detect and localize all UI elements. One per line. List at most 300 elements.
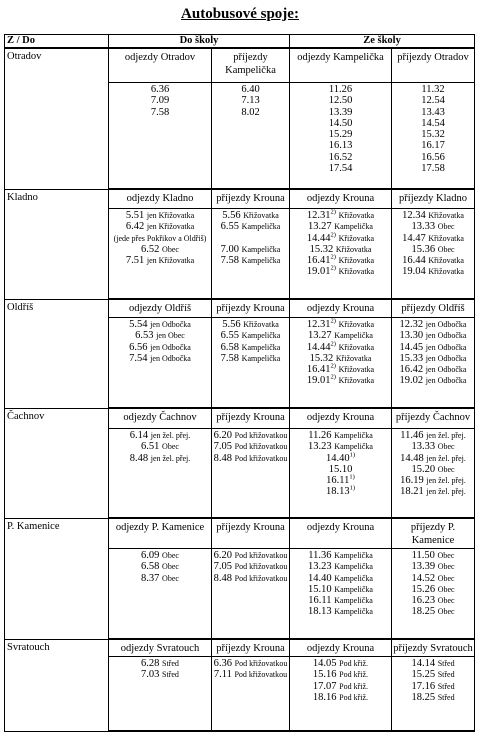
stop-note: jen žel. přej. [426, 431, 466, 440]
time-value: 18.25 [411, 691, 436, 703]
stop-note: Pod křižovatkou [234, 431, 288, 440]
times-cell [109, 429, 212, 519]
time-value: 7.09 [150, 95, 170, 107]
time-entry [109, 353, 211, 364]
time-entry [109, 330, 211, 341]
time-value: 13.39 [411, 561, 436, 573]
times-cell [392, 429, 475, 519]
time-entry [109, 319, 211, 330]
time-entry [109, 233, 211, 244]
time-entry [392, 364, 474, 375]
times-cell [109, 318, 212, 409]
time-value: 16.56 [421, 151, 445, 163]
stop-note: Obec [162, 551, 179, 560]
time-value: 13.23 [308, 441, 332, 453]
time-value: 14.05 [312, 658, 337, 669]
route-header-row [5, 639, 475, 657]
time-value: 6.28 [141, 658, 160, 669]
time-value: 12.34 [402, 210, 426, 221]
time-entry [290, 550, 391, 561]
times-cell [392, 657, 475, 732]
time-entry [109, 342, 211, 353]
time-value: 6.36 [213, 658, 233, 669]
time-entry [392, 464, 474, 475]
time-value: 11.46 [400, 430, 424, 441]
time-entry [290, 330, 391, 341]
time-value: 14.44 [306, 341, 331, 353]
time-entry [392, 475, 474, 486]
stop-note: Obec [437, 596, 455, 606]
time-value: 13.23 [308, 561, 332, 573]
route-place: Čachnov [5, 408, 109, 518]
time-entry [212, 330, 289, 341]
time-value: 15.25 [411, 669, 436, 681]
column-subheader: příjezdy Otradov [392, 48, 475, 83]
column-subheader: příjezdy Kladno [392, 189, 475, 209]
time-value: 12.31 [306, 210, 331, 221]
stop-note: Křižovatka [338, 233, 375, 243]
time-entry [290, 430, 391, 441]
time-value: 14.47 [402, 232, 426, 244]
stop-note: Kampelička [241, 256, 281, 266]
time-value: 16.42 [399, 364, 424, 376]
time-entry [212, 84, 289, 95]
time-value: 14.52 [411, 572, 436, 584]
stop-note: Pod křiž. [339, 670, 369, 680]
footnote-mark: 2) [330, 362, 336, 370]
stop-note: Obec [437, 244, 455, 254]
time-value: 16.17 [421, 140, 445, 152]
stop-note: jen Obec [156, 331, 185, 341]
route-header-row [5, 408, 475, 429]
time-entry [109, 561, 211, 572]
column-subheader: příjezdy Oldříš [392, 299, 475, 318]
time-entry [109, 441, 211, 452]
time-value: 6.55 [220, 221, 240, 233]
time-value: 12.32 [399, 319, 424, 330]
route-header-row [5, 299, 475, 318]
stop-note: jen Odbočka [425, 365, 467, 375]
time-entry [212, 244, 289, 255]
stop-note: Střed [437, 670, 455, 680]
stop-note: Kampelička [241, 331, 281, 341]
route-header-row [5, 518, 475, 549]
times-cell [109, 209, 212, 300]
time-entry [109, 244, 211, 255]
stop-note: Obec [162, 573, 179, 583]
time-entry [212, 353, 289, 364]
time-entry [109, 573, 211, 584]
time-value: 6.36 [150, 84, 170, 95]
time-value: 6.56 [129, 341, 148, 353]
time-value: 18.16 [312, 691, 337, 703]
stop-note: Kampelička [241, 342, 281, 352]
time-value: 6.52 [141, 243, 160, 255]
stop-note: Kampelička [334, 573, 373, 583]
time-value: 13.43 [421, 106, 445, 118]
time-entry [290, 692, 391, 703]
time-value: 16.13 [328, 140, 353, 152]
time-entry [212, 342, 289, 353]
time-entry [212, 441, 289, 452]
time-value: 6.42 [125, 221, 145, 233]
time-value: 19.02 [399, 375, 424, 387]
time-value: 6.20 [213, 430, 233, 441]
time-value: 7.13 [241, 95, 260, 107]
stop-note: jen Odbočka [425, 376, 467, 386]
time-value: 14.40 [325, 452, 350, 464]
time-entry [290, 266, 391, 277]
time-value: 16.41 [306, 364, 331, 376]
times-cell [290, 429, 392, 519]
time-value: 11.36 [308, 550, 332, 561]
time-entry [290, 233, 391, 244]
time-value: 6.14 [129, 430, 149, 441]
times-cell [212, 657, 290, 732]
column-subheader: odjezdy Krouna [290, 408, 392, 429]
time-value: 6.58 [141, 561, 160, 573]
stop-note: Křižovatka [335, 353, 372, 363]
stop-note: Obec [437, 464, 455, 474]
footnote-mark: 1) [349, 484, 356, 492]
time-value: 6.58 [220, 341, 240, 353]
time-value: 14.48 [400, 452, 424, 464]
column-subheader: odjezdy Krouna [290, 299, 392, 318]
time-entry [212, 430, 289, 441]
time-entry [212, 233, 289, 244]
time-entry [290, 681, 391, 692]
time-value: 13.39 [328, 106, 353, 118]
time-value: 5.56 [222, 319, 241, 330]
time-entry [290, 107, 391, 118]
time-value: 16.11 [326, 475, 350, 487]
stop-note: jen žel. přej. [426, 487, 466, 497]
column-subheader: odjezdy Krouna [290, 518, 392, 549]
time-value: 15.36 [411, 243, 436, 255]
time-value: 5.51 [125, 210, 145, 221]
time-entry [392, 118, 474, 129]
stop-note: Křižovatka [338, 320, 375, 329]
time-value: 7.58 [220, 255, 240, 267]
stop-note: Obec [437, 584, 455, 594]
time-value: 16.41 [306, 255, 331, 267]
time-value: 13.33 [411, 221, 436, 233]
time-entry [212, 550, 289, 561]
stop-note: Kampelička [334, 222, 373, 232]
time-entry [212, 669, 289, 680]
stop-note: Kampelička [334, 331, 373, 341]
times-cell [290, 318, 392, 409]
time-value: 12.54 [421, 95, 445, 107]
time-entry [212, 107, 289, 118]
time-value: 6.55 [220, 330, 240, 342]
time-value: 6.20 [213, 550, 233, 561]
time-entry [392, 430, 474, 441]
stop-note: Křižovatka [428, 233, 464, 243]
time-value: 15.16 [312, 669, 337, 681]
column-subheader: odjezdy P. Kamenice [109, 518, 212, 549]
time-entry [290, 658, 391, 669]
time-entry [290, 319, 391, 330]
footnote-mark: 2) [330, 264, 336, 272]
stop-note: Střed [162, 670, 179, 680]
stop-note: Křižovatka [428, 211, 464, 220]
stop-note: Obec [437, 562, 455, 572]
stop-note: jen Odbočka [425, 353, 467, 363]
time-value: 16.23 [411, 595, 436, 607]
time-entry [109, 255, 211, 266]
times-cell [212, 209, 290, 300]
time-entry [392, 244, 474, 255]
time-entry [392, 163, 474, 174]
column-subheader: příjezdy Krouna [212, 299, 290, 318]
time-entry [212, 221, 289, 232]
time-entry [290, 244, 391, 255]
time-entry [290, 163, 391, 174]
stop-note: jen Odbočka [425, 320, 467, 329]
footnote-mark: 2) [330, 373, 336, 381]
route-header-row [5, 189, 475, 209]
column-subheader: příjezdy Svratouch [392, 639, 475, 657]
column-subheader: odjezdy Svratouch [109, 639, 212, 657]
stop-note: (jede přes Pokřikov a Oldřiš) [113, 233, 207, 243]
time-entry [290, 486, 391, 497]
time-value: 15.26 [411, 583, 436, 595]
time-entry [392, 221, 474, 232]
time-entry [212, 319, 289, 330]
stop-note: jen žel. přej. [150, 453, 191, 463]
time-entry [290, 464, 391, 475]
time-entry [392, 84, 474, 95]
time-value: 11.50 [411, 550, 435, 561]
time-entry [290, 475, 391, 486]
route-place: Otradov [5, 48, 109, 189]
column-subheader: příjezdy Krouna [212, 639, 290, 657]
column-subheader: odjezdy Kampelička [290, 48, 392, 83]
time-entry [109, 453, 211, 464]
time-value: 17.54 [328, 163, 353, 175]
time-value: 13.33 [411, 441, 436, 453]
table-header-row [5, 35, 475, 49]
time-value: 12.50 [328, 95, 353, 107]
time-entry [290, 595, 391, 606]
time-entry [392, 140, 474, 151]
time-value: 14.44 [306, 232, 331, 244]
stop-note: Kampelička [334, 562, 373, 572]
time-entry [392, 353, 474, 364]
column-subheader: odjezdy Krouna [290, 189, 392, 209]
route-place: P. Kamenice [5, 518, 109, 639]
time-value: 18.25 [411, 606, 436, 618]
time-value: 16.52 [328, 151, 353, 163]
column-subheader: odjezdy Čachnov [109, 408, 212, 429]
time-value: 15.32 [309, 352, 334, 364]
time-entry [290, 453, 391, 464]
stop-note: Kampelička [334, 607, 373, 617]
stop-note: Pod křiž. [339, 681, 369, 691]
time-value: 17.16 [411, 680, 436, 692]
stop-note: Střed [437, 659, 455, 668]
stop-note: Kampelička [241, 353, 281, 363]
stop-note: Křižovatka [335, 244, 372, 254]
stop-note: Pod křiž. [339, 659, 369, 668]
times-cell [392, 209, 475, 300]
stop-note: Pod křižovatkou [234, 562, 288, 572]
time-value: 5.54 [129, 319, 148, 330]
stop-note: Křižovatka [243, 320, 279, 329]
time-value: 13.30 [399, 330, 424, 342]
time-entry [392, 681, 474, 692]
time-entry [392, 453, 474, 464]
time-entry [290, 669, 391, 680]
footnote-mark: 2) [330, 253, 336, 261]
column-subheader: příjezdy P. Kamenice [392, 518, 475, 549]
time-value: 19.04 [402, 266, 426, 278]
time-entry [392, 550, 474, 561]
stop-note: Křižovatka [338, 211, 375, 220]
time-value: 8.02 [241, 106, 260, 118]
stop-note: jen Odbočka [150, 320, 191, 329]
time-value: 14.40 [308, 572, 332, 584]
time-value: 8.48 [213, 452, 233, 464]
time-entry [392, 319, 474, 330]
time-entry [290, 140, 391, 151]
times-cell [212, 549, 290, 640]
stop-note: Střed [162, 659, 179, 668]
stop-note: Pod křižovatkou [234, 551, 288, 560]
stop-note: Křižovatka [428, 267, 464, 277]
time-entry [109, 107, 211, 118]
time-value: 6.53 [135, 330, 154, 342]
stop-note: Pod křižovatkou [234, 453, 288, 463]
stop-note: jen žel. přej. [426, 453, 466, 463]
header-to-school: Do školy [109, 35, 290, 49]
times-cell [212, 83, 290, 190]
time-value: 15.10 [308, 583, 332, 595]
column-subheader: příjezdy Čachnov [392, 408, 475, 429]
route-place: Svratouch [5, 639, 109, 731]
time-value: 5.56 [222, 210, 241, 221]
footnote-mark: 2) [330, 340, 336, 348]
times-cell [290, 83, 392, 190]
bus-timetable [4, 34, 475, 732]
time-value: 14.54 [421, 117, 445, 129]
time-value: 6.40 [241, 84, 260, 95]
time-value: 11.26 [308, 430, 332, 441]
stop-note: Křižovatka [338, 376, 375, 386]
time-entry [392, 152, 474, 163]
time-value: 6.09 [141, 550, 160, 561]
times-cell [212, 318, 290, 409]
time-entry [290, 210, 391, 221]
stop-note: Křižovatka [338, 342, 375, 352]
time-value: 15.32 [309, 243, 334, 255]
stop-note: Obec [437, 222, 455, 232]
time-entry [392, 255, 474, 266]
route-header-row [5, 48, 475, 83]
stop-note: Pod křižovatkou [234, 573, 288, 583]
time-value: 15.20 [411, 463, 436, 475]
stop-note: Kampelička [334, 596, 373, 606]
stop-note: Křižovatka [428, 256, 464, 266]
column-subheader: příjezdy Kampelička [212, 48, 290, 83]
time-entry [212, 561, 289, 572]
time-entry [392, 210, 474, 221]
stop-note: Pod křiž. [339, 692, 369, 702]
stop-note: Křižovatka [338, 256, 375, 266]
time-value: 14.45 [399, 341, 424, 353]
stop-note: Střed [437, 681, 455, 691]
time-entry [109, 669, 211, 680]
stop-note: Kampelička [334, 584, 373, 594]
time-entry [392, 658, 474, 669]
stop-note: jen žel. přej. [150, 431, 191, 440]
stop-note: Kampelička [334, 442, 373, 452]
header-from-to: Z / Do [5, 35, 109, 49]
time-entry [290, 353, 391, 364]
time-entry [109, 550, 211, 561]
time-value: 7.00 [220, 243, 240, 255]
time-entry [109, 95, 211, 106]
time-value: 7.05 [213, 561, 233, 573]
time-value: 18.21 [400, 486, 424, 498]
time-value: 15.33 [399, 352, 424, 364]
time-value: 7.03 [141, 669, 160, 681]
time-value: 14.50 [328, 117, 353, 129]
time-entry [392, 441, 474, 452]
time-entry [290, 441, 391, 452]
time-value: 16.44 [402, 255, 426, 267]
footnote-mark: 2) [330, 317, 336, 325]
stop-note: jen Odbočka [150, 353, 191, 363]
page-title: Autobusové spoje: [181, 6, 299, 22]
timetable-body [5, 48, 475, 731]
time-value: 8.48 [129, 452, 149, 464]
time-entry [392, 573, 474, 584]
time-value: 13.27 [308, 330, 332, 342]
time-entry [392, 342, 474, 353]
time-value: 18.13 [325, 486, 350, 498]
stop-note: Obec [162, 562, 179, 572]
time-entry [212, 453, 289, 464]
time-entry [290, 342, 391, 353]
stop-note: jen žel. přej. [426, 476, 466, 486]
time-value: 16.11 [308, 595, 332, 607]
time-value: 6.51 [141, 441, 160, 453]
time-value: 15.29 [328, 129, 353, 141]
stop-note: Pod křižovatkou [234, 659, 288, 668]
time-entry [290, 129, 391, 140]
time-entry [212, 573, 289, 584]
time-entry [392, 669, 474, 680]
time-entry [392, 486, 474, 497]
route-place: Oldříš [5, 299, 109, 408]
times-cell [392, 318, 475, 409]
time-entry [290, 255, 391, 266]
route-place: Kladno [5, 189, 109, 299]
time-value: 11.26 [328, 84, 353, 95]
footnote-mark: 1) [349, 473, 355, 481]
time-entry [109, 430, 211, 441]
stop-note: Obec [437, 573, 455, 583]
time-entry [290, 118, 391, 129]
time-value: 15.10 [328, 463, 353, 475]
time-value: 7.11 [213, 669, 232, 681]
time-entry [290, 561, 391, 572]
times-cell [290, 549, 392, 640]
stop-note: jen Odbočka [425, 342, 467, 352]
stop-note: jen Odbočka [150, 342, 191, 352]
